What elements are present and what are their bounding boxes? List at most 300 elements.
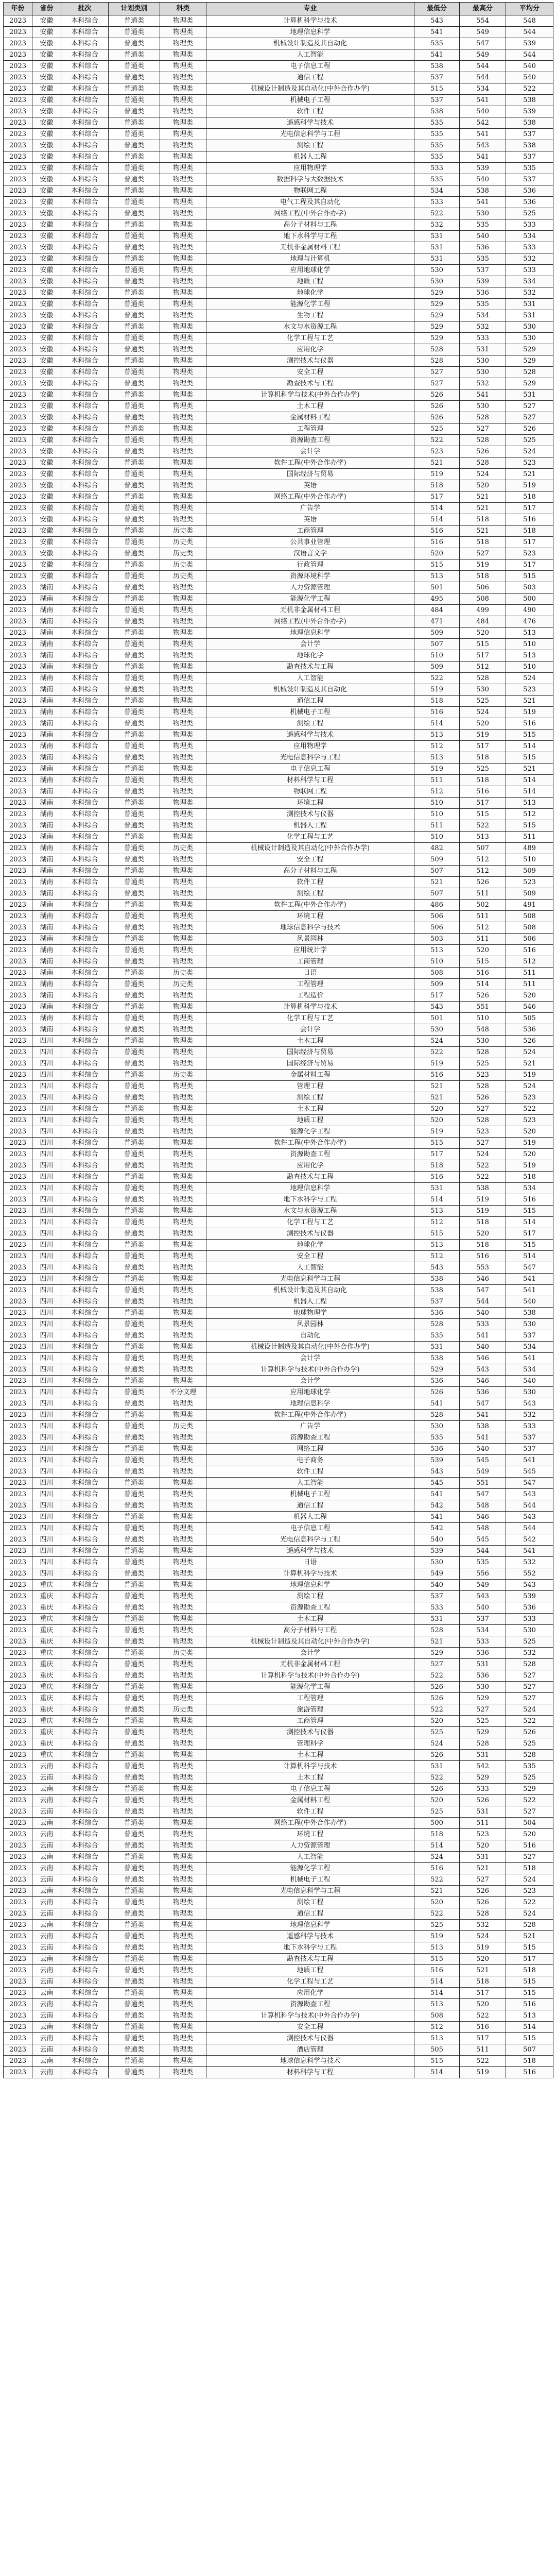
major-cell: 应用化学 xyxy=(206,1160,414,1172)
year-cell: 2023 xyxy=(4,129,32,140)
year-cell: 2023 xyxy=(4,1081,32,1092)
plan-type-cell: 普通类 xyxy=(109,2010,160,2022)
min-score-cell: 540 xyxy=(414,1580,460,1591)
province-cell: 安徽 xyxy=(32,287,61,299)
table-row xyxy=(4,412,553,423)
batch-cell: 本科综合 xyxy=(61,2044,109,2056)
subject-cell: 物理类 xyxy=(160,446,206,457)
min-score-cell: 521 xyxy=(414,1081,460,1092)
avg-score-cell: 520 xyxy=(506,1829,553,1840)
major-cell: 日语 xyxy=(206,1557,414,1568)
table-row xyxy=(4,968,553,979)
min-score-cell: 532 xyxy=(414,219,460,231)
max-score-cell: 531 xyxy=(460,1852,506,1863)
major-cell: 地球物理学 xyxy=(206,1308,414,1319)
avg-score-cell: 531 xyxy=(506,299,553,310)
subject-cell: 物理类 xyxy=(160,15,206,27)
subject-cell: 物理类 xyxy=(160,378,206,389)
subject-cell: 物理类 xyxy=(160,820,206,832)
max-score-cell: 520 xyxy=(460,945,506,956)
avg-score-cell: 544 xyxy=(506,27,553,38)
batch-cell: 本科综合 xyxy=(61,163,109,174)
max-score-cell: 521 xyxy=(460,526,506,537)
major-cell: 软件工程 xyxy=(206,106,414,117)
min-score-cell: 505 xyxy=(414,2044,460,2056)
max-score-cell: 532 xyxy=(460,1920,506,1931)
batch-cell: 本科综合 xyxy=(61,877,109,888)
table-row xyxy=(4,423,553,435)
table-row xyxy=(4,1421,553,1432)
province-cell: 安徽 xyxy=(32,242,61,253)
max-score-cell: 528 xyxy=(460,1738,506,1750)
subject-cell: 物理类 xyxy=(160,1058,206,1070)
batch-cell: 本科综合 xyxy=(61,514,109,526)
max-score-cell: 533 xyxy=(460,1636,506,1648)
major-cell: 会计学 xyxy=(206,446,414,457)
min-score-cell: 526 xyxy=(414,412,460,423)
plan-type-cell: 普通类 xyxy=(109,129,160,140)
avg-score-cell: 540 xyxy=(506,72,553,83)
province-cell: 湖南 xyxy=(32,820,61,832)
year-cell: 2023 xyxy=(4,514,32,526)
plan-type-cell: 普通类 xyxy=(109,1761,160,1772)
table-row xyxy=(4,1591,553,1602)
plan-type-cell: 普通类 xyxy=(109,888,160,900)
subject-cell: 物理类 xyxy=(160,1217,206,1228)
subject-cell: 物理类 xyxy=(160,1342,206,1353)
table-row xyxy=(4,1784,553,1795)
subject-cell: 物理类 xyxy=(160,117,206,129)
table-row xyxy=(4,888,553,900)
avg-score-cell: 523 xyxy=(506,548,553,560)
table-row xyxy=(4,1206,553,1217)
avg-score-cell: 515 xyxy=(506,1976,553,1988)
min-score-cell: 521 xyxy=(414,877,460,888)
max-score-cell: 545 xyxy=(460,1455,506,1466)
avg-score-cell: 529 xyxy=(506,1784,553,1795)
batch-cell: 本科综合 xyxy=(61,752,109,764)
subject-cell: 物理类 xyxy=(160,1546,206,1557)
year-cell: 2023 xyxy=(4,718,32,730)
batch-cell: 本科综合 xyxy=(61,707,109,718)
table-row xyxy=(4,1546,553,1557)
batch-cell: 本科综合 xyxy=(61,1602,109,1614)
major-cell: 机械设计制造及其自动化(中外合作办学) xyxy=(206,83,414,95)
subject-cell: 物理类 xyxy=(160,1999,206,2010)
province-cell: 重庆 xyxy=(32,1727,61,1738)
max-score-cell: 549 xyxy=(460,1580,506,1591)
min-score-cell: 519 xyxy=(414,1126,460,1138)
plan-type-cell: 普通类 xyxy=(109,140,160,151)
min-score-cell: 521 xyxy=(414,1092,460,1104)
plan-type-cell: 普通类 xyxy=(109,1228,160,1240)
subject-cell: 历史类 xyxy=(160,1421,206,1432)
avg-score-cell: 520 xyxy=(506,990,553,1002)
min-score-cell: 531 xyxy=(414,1614,460,1625)
year-cell: 2023 xyxy=(4,1376,32,1387)
province-cell: 湖南 xyxy=(32,922,61,934)
table-row xyxy=(4,1954,553,1965)
province-cell: 四川 xyxy=(32,1104,61,1115)
min-score-cell: 486 xyxy=(414,900,460,911)
subject-cell: 物理类 xyxy=(160,1954,206,1965)
avg-score-cell: 510 xyxy=(506,639,553,650)
min-score-cell: 522 xyxy=(414,1772,460,1784)
batch-cell: 本科综合 xyxy=(61,650,109,662)
min-score-cell: 518 xyxy=(414,1829,460,1840)
year-cell: 2023 xyxy=(4,854,32,866)
avg-score-cell: 490 xyxy=(506,605,553,616)
table-row xyxy=(4,1908,553,1920)
year-cell: 2023 xyxy=(4,1557,32,1568)
plan-type-cell: 普通类 xyxy=(109,287,160,299)
table-row xyxy=(4,820,553,832)
min-score-cell: 531 xyxy=(414,242,460,253)
province-cell: 安徽 xyxy=(32,401,61,412)
min-score-cell: 515 xyxy=(414,2056,460,2067)
subject-cell: 物理类 xyxy=(160,435,206,446)
subject-cell: 物理类 xyxy=(160,367,206,378)
plan-type-cell: 普通类 xyxy=(109,1580,160,1591)
batch-cell: 本科综合 xyxy=(61,1138,109,1149)
max-score-cell: 528 xyxy=(460,673,506,684)
plan-type-cell: 普通类 xyxy=(109,820,160,832)
year-cell: 2023 xyxy=(4,2010,32,2022)
plan-type-cell: 普通类 xyxy=(109,1081,160,1092)
table-row xyxy=(4,1274,553,1285)
plan-type-cell: 普通类 xyxy=(109,1240,160,1251)
avg-score-cell: 552 xyxy=(506,1568,553,1580)
min-score-cell: 533 xyxy=(414,1602,460,1614)
min-score-cell: 543 xyxy=(414,1262,460,1274)
province-cell: 湖南 xyxy=(32,1024,61,1036)
province-cell: 安徽 xyxy=(32,83,61,95)
plan-type-cell: 普通类 xyxy=(109,1806,160,1818)
max-score-cell: 529 xyxy=(460,1693,506,1704)
avg-score-cell: 533 xyxy=(506,219,553,231)
year-cell: 2023 xyxy=(4,843,32,854)
min-score-cell: 514 xyxy=(414,1976,460,1988)
batch-cell: 本科综合 xyxy=(61,1024,109,1036)
avg-score-cell: 522 xyxy=(506,1897,553,1908)
plan-type-cell: 普通类 xyxy=(109,1206,160,1217)
table-row xyxy=(4,49,553,61)
plan-type-cell: 普通类 xyxy=(109,650,160,662)
province-cell: 四川 xyxy=(32,1240,61,1251)
major-cell: 勘查技术与工程 xyxy=(206,378,414,389)
table-row xyxy=(4,27,553,38)
plan-type-cell: 普通类 xyxy=(109,900,160,911)
max-score-cell: 527 xyxy=(460,1874,506,1886)
batch-cell: 本科综合 xyxy=(61,696,109,707)
avg-score-cell: 511 xyxy=(506,968,553,979)
plan-type-cell: 普通类 xyxy=(109,299,160,310)
avg-score-cell: 541 xyxy=(506,1455,553,1466)
table-row xyxy=(4,2044,553,2056)
year-cell: 2023 xyxy=(4,1206,32,1217)
header-row xyxy=(4,3,553,15)
max-score-cell: 528 xyxy=(460,457,506,469)
major-cell: 资源环境科学 xyxy=(206,571,414,582)
province-cell: 安徽 xyxy=(32,38,61,49)
max-score-cell: 527 xyxy=(460,1704,506,1716)
max-score-cell: 520 xyxy=(460,628,506,639)
table-row xyxy=(4,1070,553,1081)
year-cell: 2023 xyxy=(4,1591,32,1602)
plan-type-cell: 普通类 xyxy=(109,1874,160,1886)
plan-type-cell: 普通类 xyxy=(109,2033,160,2044)
min-score-cell: 514 xyxy=(414,2067,460,2078)
min-score-cell: 471 xyxy=(414,616,460,628)
plan-type-cell: 普通类 xyxy=(109,117,160,129)
subject-cell: 历史类 xyxy=(160,1648,206,1659)
min-score-cell: 534 xyxy=(414,185,460,197)
major-cell: 机械电子工程 xyxy=(206,95,414,106)
subject-cell: 物理类 xyxy=(160,1534,206,1546)
table-row xyxy=(4,367,553,378)
table-row xyxy=(4,265,553,276)
year-cell: 2023 xyxy=(4,1421,32,1432)
avg-score-cell: 515 xyxy=(506,571,553,582)
max-score-cell: 526 xyxy=(460,1886,506,1897)
subject-cell: 物理类 xyxy=(160,1092,206,1104)
max-score-cell: 529 xyxy=(460,1772,506,1784)
table-row xyxy=(4,1126,553,1138)
avg-score-cell: 534 xyxy=(506,1183,553,1194)
subject-cell: 历史类 xyxy=(160,571,206,582)
year-cell: 2023 xyxy=(4,2056,32,2067)
min-score-cell: 510 xyxy=(414,650,460,662)
major-cell: 英语 xyxy=(206,514,414,526)
plan-type-cell: 普通类 xyxy=(109,945,160,956)
year-cell: 2023 xyxy=(4,2033,32,2044)
avg-score-cell: 543 xyxy=(506,1580,553,1591)
province-cell: 安徽 xyxy=(32,435,61,446)
major-cell: 旅游管理 xyxy=(206,1704,414,1716)
avg-score-cell: 537 xyxy=(506,1444,553,1455)
province-cell: 四川 xyxy=(32,1183,61,1194)
batch-cell: 本科综合 xyxy=(61,129,109,140)
min-score-cell: 512 xyxy=(414,1251,460,1262)
subject-cell: 物理类 xyxy=(160,242,206,253)
batch-cell: 本科综合 xyxy=(61,208,109,219)
table-row xyxy=(4,1648,553,1659)
year-cell: 2023 xyxy=(4,1036,32,1047)
subject-cell: 历史类 xyxy=(160,968,206,979)
plan-type-cell: 普通类 xyxy=(109,265,160,276)
min-score-cell: 520 xyxy=(414,1795,460,1806)
batch-cell: 本科综合 xyxy=(61,1931,109,1942)
min-score-cell: 538 xyxy=(414,106,460,117)
year-cell: 2023 xyxy=(4,582,32,594)
table-row xyxy=(4,1364,553,1376)
max-score-cell: 525 xyxy=(460,696,506,707)
table-row xyxy=(4,2010,553,2022)
major-cell: 电子信息工程 xyxy=(206,764,414,775)
batch-cell: 本科综合 xyxy=(61,1852,109,1863)
avg-score-cell: 543 xyxy=(506,1398,553,1410)
subject-cell: 物理类 xyxy=(160,163,206,174)
major-cell: 测绘工程 xyxy=(206,718,414,730)
major-cell: 土木工程 xyxy=(206,1104,414,1115)
major-cell: 土木工程 xyxy=(206,1036,414,1047)
max-score-cell: 547 xyxy=(460,1285,506,1296)
year-cell: 2023 xyxy=(4,764,32,775)
plan-type-cell: 普通类 xyxy=(109,979,160,990)
max-score-cell: 542 xyxy=(460,117,506,129)
max-score-cell: 510 xyxy=(460,1013,506,1024)
plan-type-cell: 普通类 xyxy=(109,968,160,979)
table-row xyxy=(4,764,553,775)
table-row xyxy=(4,117,553,129)
min-score-cell: 522 xyxy=(414,673,460,684)
max-score-cell: 536 xyxy=(460,287,506,299)
year-cell: 2023 xyxy=(4,378,32,389)
batch-cell: 本科综合 xyxy=(61,435,109,446)
major-cell: 机械设计制造及其自动化(中外合作办学) xyxy=(206,1342,414,1353)
batch-cell: 本科综合 xyxy=(61,151,109,163)
province-cell: 四川 xyxy=(32,1319,61,1330)
year-cell: 2023 xyxy=(4,1500,32,1512)
min-score-cell: 522 xyxy=(414,1047,460,1058)
avg-score-cell: 530 xyxy=(506,321,553,333)
table-row xyxy=(4,1115,553,1126)
year-cell: 2023 xyxy=(4,1251,32,1262)
min-score-cell: 515 xyxy=(414,560,460,571)
table-row xyxy=(4,253,553,265)
subject-cell: 物理类 xyxy=(160,990,206,1002)
subject-cell: 物理类 xyxy=(160,2056,206,2067)
table-row xyxy=(4,1002,553,1013)
major-cell: 应用物理学 xyxy=(206,741,414,752)
plan-type-cell: 普通类 xyxy=(109,1636,160,1648)
year-cell: 2023 xyxy=(4,1002,32,1013)
year-cell: 2023 xyxy=(4,367,32,378)
avg-score-cell: 533 xyxy=(506,265,553,276)
subject-cell: 物理类 xyxy=(160,594,206,605)
major-cell: 地球化学 xyxy=(206,287,414,299)
subject-cell: 物理类 xyxy=(160,253,206,265)
min-score-cell: 513 xyxy=(414,945,460,956)
subject-cell: 物理类 xyxy=(160,469,206,480)
max-score-cell: 541 xyxy=(460,197,506,208)
table-row xyxy=(4,594,553,605)
subject-cell: 历史类 xyxy=(160,526,206,537)
year-cell: 2023 xyxy=(4,265,32,276)
max-score-cell: 520 xyxy=(460,1840,506,1852)
major-cell: 工商管理 xyxy=(206,1716,414,1727)
plan-type-cell: 普通类 xyxy=(109,1920,160,1931)
max-score-cell: 511 xyxy=(460,888,506,900)
avg-score-cell: 506 xyxy=(506,934,553,945)
max-score-cell: 540 xyxy=(460,1444,506,1455)
batch-cell: 本科综合 xyxy=(61,1750,109,1761)
subject-cell: 物理类 xyxy=(160,1840,206,1852)
avg-score-cell: 531 xyxy=(506,389,553,401)
major-cell: 无机非金属材料工程 xyxy=(206,605,414,616)
province-cell: 安徽 xyxy=(32,253,61,265)
province-cell: 安徽 xyxy=(32,140,61,151)
subject-cell: 物理类 xyxy=(160,61,206,72)
batch-cell: 本科综合 xyxy=(61,1251,109,1262)
plan-type-cell: 普通类 xyxy=(109,730,160,741)
avg-score-cell: 527 xyxy=(506,1682,553,1693)
batch-cell: 本科综合 xyxy=(61,231,109,242)
year-cell: 2023 xyxy=(4,820,32,832)
plan-type-cell: 普通类 xyxy=(109,1840,160,1852)
batch-cell: 本科综合 xyxy=(61,1058,109,1070)
year-cell: 2023 xyxy=(4,888,32,900)
year-cell: 2023 xyxy=(4,1466,32,1478)
subject-cell: 物理类 xyxy=(160,1863,206,1874)
avg-score-cell: 527 xyxy=(506,1693,553,1704)
major-cell: 公共事业管理 xyxy=(206,537,414,548)
table-row xyxy=(4,469,553,480)
max-score-cell: 544 xyxy=(460,1296,506,1308)
max-score-cell: 535 xyxy=(460,1557,506,1568)
major-cell: 网络工程(中外合作办学) xyxy=(206,616,414,628)
province-cell: 安徽 xyxy=(32,95,61,106)
min-score-cell: 531 xyxy=(414,253,460,265)
province-cell: 湖南 xyxy=(32,979,61,990)
max-score-cell: 511 xyxy=(460,911,506,922)
min-score-cell: 514 xyxy=(414,1194,460,1206)
province-cell: 四川 xyxy=(32,1206,61,1217)
min-score-cell: 543 xyxy=(414,1002,460,1013)
min-score-cell: 542 xyxy=(414,1523,460,1534)
year-cell: 2023 xyxy=(4,231,32,242)
year-cell: 2023 xyxy=(4,72,32,83)
plan-type-cell: 普通类 xyxy=(109,571,160,582)
year-cell: 2023 xyxy=(4,163,32,174)
table-row xyxy=(4,219,553,231)
max-score-cell: 540 xyxy=(460,231,506,242)
min-score-cell: 501 xyxy=(414,582,460,594)
major-cell: 软件工程 xyxy=(206,877,414,888)
batch-cell: 本科综合 xyxy=(61,83,109,95)
plan-type-cell: 普通类 xyxy=(109,628,160,639)
province-cell: 重庆 xyxy=(32,1670,61,1682)
avg-score-cell: 515 xyxy=(506,1206,553,1217)
avg-score-cell: 548 xyxy=(506,15,553,27)
province-cell: 云南 xyxy=(32,2067,61,2078)
province-cell: 四川 xyxy=(32,1228,61,1240)
province-cell: 湖南 xyxy=(32,673,61,684)
subject-cell: 物理类 xyxy=(160,1330,206,1342)
major-cell: 网络工程(中外合作办学) xyxy=(206,1818,414,1829)
avg-score-cell: 521 xyxy=(506,696,553,707)
province-cell: 安徽 xyxy=(32,560,61,571)
min-score-cell: 527 xyxy=(414,378,460,389)
plan-type-cell: 普通类 xyxy=(109,1546,160,1557)
max-score-cell: 512 xyxy=(460,662,506,673)
subject-cell: 物理类 xyxy=(160,1228,206,1240)
major-cell: 风景园林 xyxy=(206,1319,414,1330)
major-cell: 光电信息科学与工程 xyxy=(206,1534,414,1546)
subject-cell: 物理类 xyxy=(160,639,206,650)
avg-score-cell: 514 xyxy=(506,741,553,752)
min-score-cell: 536 xyxy=(414,1444,460,1455)
min-score-cell: 536 xyxy=(414,1376,460,1387)
avg-score-cell: 519 xyxy=(506,1160,553,1172)
max-score-cell: 528 xyxy=(460,435,506,446)
max-score-cell: 545 xyxy=(460,1534,506,1546)
province-cell: 湖南 xyxy=(32,786,61,798)
province-cell: 安徽 xyxy=(32,333,61,344)
subject-cell: 物理类 xyxy=(160,786,206,798)
year-cell: 2023 xyxy=(4,1534,32,1546)
subject-cell: 物理类 xyxy=(160,718,206,730)
